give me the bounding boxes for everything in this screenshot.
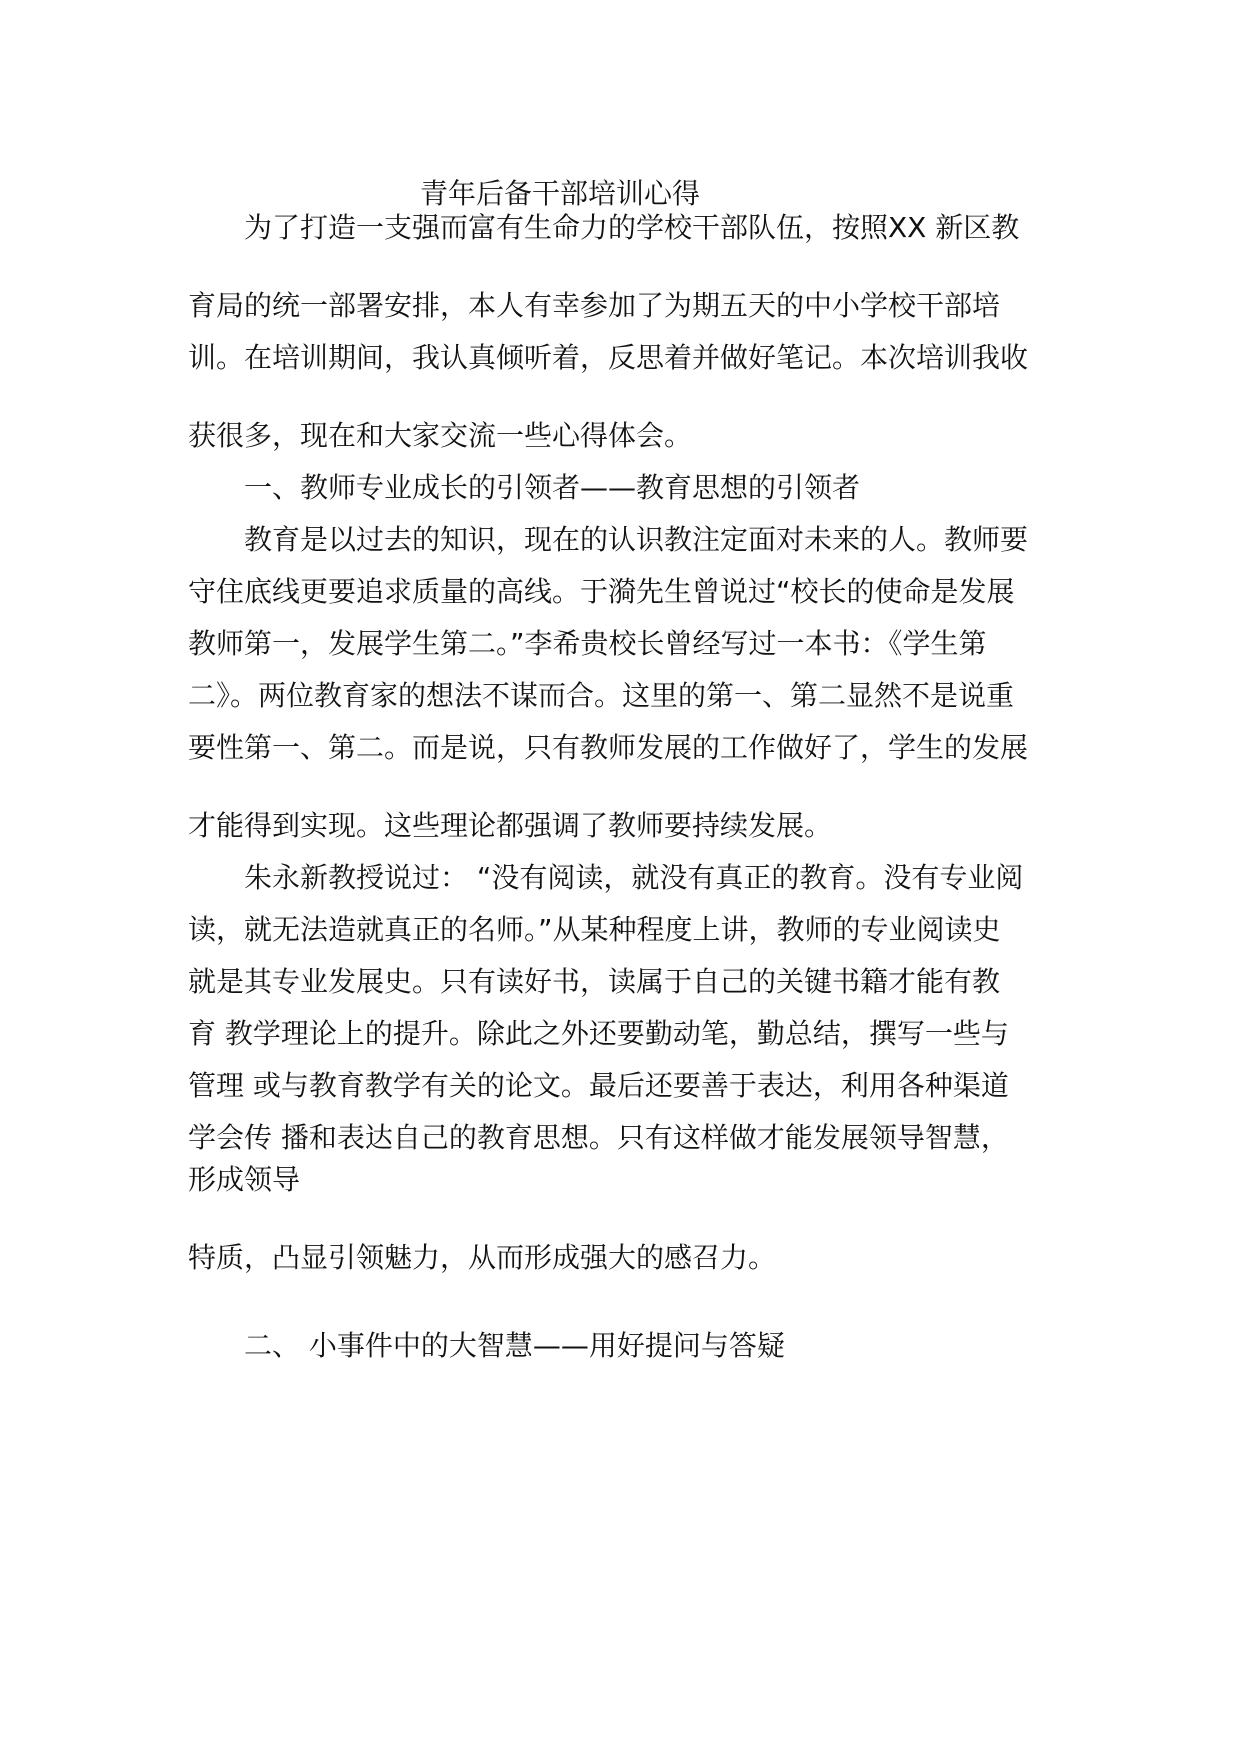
paragraph-line: 管理 或与教育教学有关的论文。最后还要善于表达，利用各种渠道 (188, 1069, 1009, 1102)
paragraph-line: 形成领导 (188, 1163, 301, 1196)
paragraph-line: 要性第一、第二。而是说，只有教师发展的工作做好了，学生的发展 (188, 731, 1029, 764)
paragraph-line: 读，就无法造就真正的名师。”从某种程度上讲，教师的专业阅读史 (188, 913, 1001, 946)
paragraph-line: 才能得到实现。这些理论都强调了教师要持续发展。 (188, 809, 833, 842)
paragraph-line: 训。在培训期间，我认真倾听着，反思着并做好笔记。本次培训我收 (188, 341, 1029, 374)
paragraph-line: 守住底线更要追求质量的高线。于漪先生曾说过“校长的使命是发展 (188, 575, 1015, 608)
paragraph-line: 教育是以过去的知识，现在的认识教注定面对未来的人。教师要 (244, 523, 1029, 556)
paragraph-line: 学会传 播和表达自己的教育思想。只有这样做才能发展领导智慧， (188, 1121, 1009, 1154)
paragraph-line: 育 教学理论上的提升。除此之外还要勤动笔，勤总结，撰写一些与 (188, 1017, 1009, 1050)
paragraph-line: 朱永新教授说过： “没有阅读，就没有真正的教育。没有专业阅 (244, 861, 1024, 894)
section-heading-2: 二、 小事件中的大智慧——用好提问与答疑 (244, 1329, 785, 1362)
paragraph-line: 特质，凸显引领魅力，从而形成强大的感召力。 (188, 1241, 777, 1274)
paragraph-line: 获很多，现在和大家交流一些心得体会。 (188, 419, 693, 452)
paragraph-line: 就是其专业发展史。只有读好书，读属于自己的关键书籍才能有教 (188, 965, 1001, 998)
paragraph-line: 二》。两位教育家的想法不谋而合。这里的第一、第二显然不是说重 (188, 679, 1015, 712)
paragraph-line: 教师第一，发展学生第二。”李希贵校长曾经写过一本书：《学生第 (188, 627, 987, 660)
paragraph-line: 为了打造一支强而富有生命力的学校干部队伍，按照XX 新区教 (244, 211, 1020, 244)
paragraph-line: 育局的统一部署安排，本人有幸参加了为期五天的中小学校干部培 (188, 289, 1001, 322)
document-title: 青年后备干部培训心得 (420, 177, 701, 210)
section-heading-1: 一、教师专业成长的引领者——教育思想的引领者 (244, 471, 861, 504)
